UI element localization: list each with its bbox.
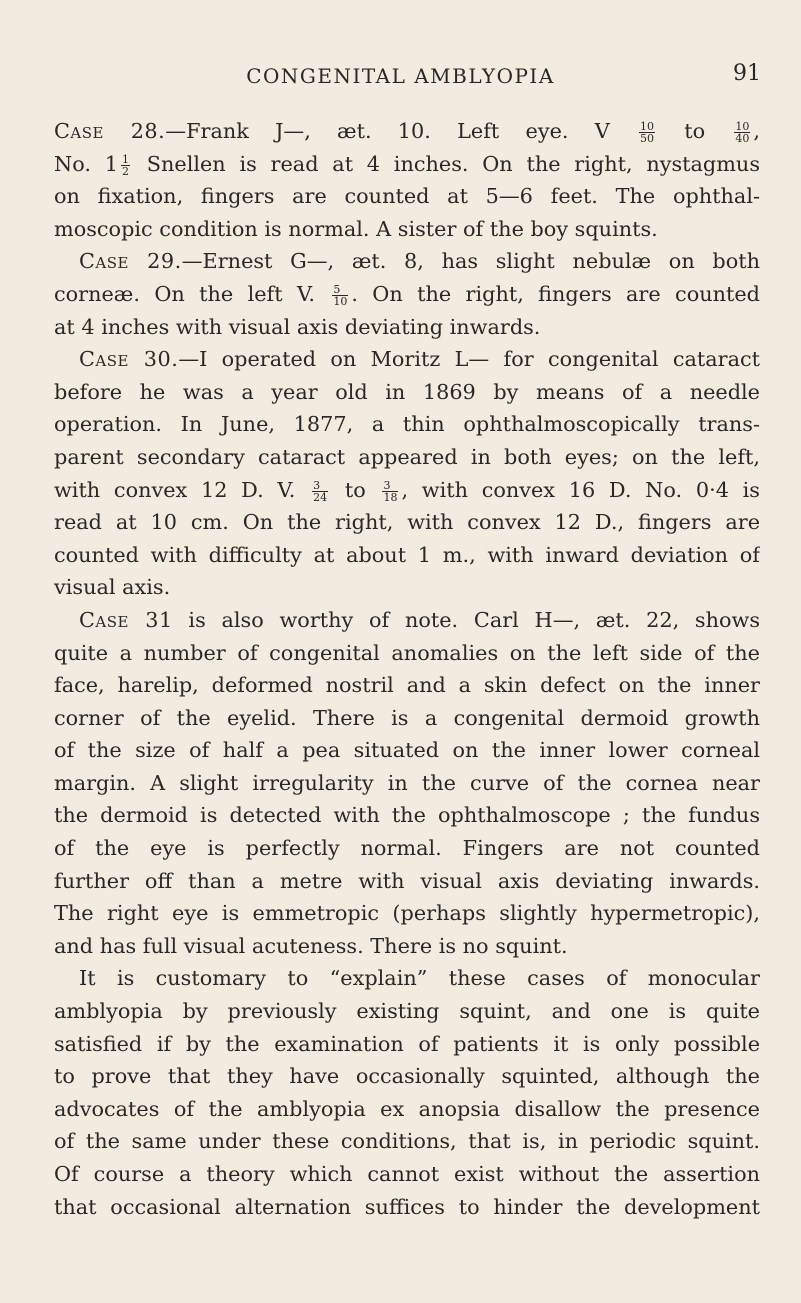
text-line	[54, 115, 760, 148]
text-line: of the same under these conditions, that is, in periodic squint.	[54, 1129, 760, 1154]
line-text: with convex 12 D. V.	[54, 477, 296, 502]
text-line	[54, 604, 760, 637]
text-line	[54, 148, 760, 181]
page-number: 91	[733, 61, 761, 86]
case-heading: Case 29.	[79, 249, 182, 274]
case-heading: Case 31	[79, 607, 173, 632]
fraction: $\frac{3}{24}$	[313, 478, 328, 504]
line-text: , with convex 16 D. No. 0·4 is	[401, 477, 760, 502]
line-text: —I operated on Moritz L— for congenital cataract	[178, 347, 760, 372]
text-line: advocates of the amblyopia ex anopsia disallow the presence	[54, 1096, 760, 1121]
line-text: —Frank J—, æt. 10. Left eye. V	[165, 119, 610, 143]
line-text: to	[684, 119, 706, 143]
text-line: quite a number of congenital anomalies on the left side of the	[54, 640, 760, 665]
fraction: $\frac{10}{40}$	[735, 120, 750, 145]
running-head	[0, 58, 801, 94]
body-text	[54, 115, 760, 1223]
text-line: margin. A slight irregularity in the curve of the cornea near	[54, 770, 760, 795]
text-line: moscopic condition is normal. A sister of the boy squints.	[54, 216, 658, 241]
text-line: at 4 inches with visual axis deviating inwards.	[54, 314, 541, 339]
case-heading: Case 30.	[79, 347, 179, 372]
text-line: Of course a theory which cannot exist without the assertion	[54, 1162, 760, 1186]
text-line: operation. In June, 1877, a thin ophthalmoscopically trans-	[54, 412, 760, 437]
text-line	[54, 245, 760, 278]
text-line	[54, 343, 760, 376]
text-line: further off than a metre with visual axis deviating inwards.	[54, 868, 760, 893]
text-line: before he was a year old in 1869 by means of a needle	[54, 379, 760, 404]
line-text: No. 1	[54, 151, 118, 176]
running-title: CONGENITAL AMBLYOPIA	[246, 64, 555, 88]
text-line: amblyopia by previously existing squint, and one is quite	[54, 999, 760, 1024]
text-line: on fixation, fingers are counted at 5—6 feet. The ophthal-	[54, 184, 760, 209]
text-line: that occasional alternation suffices to hinder the development	[54, 1194, 760, 1219]
text-line: visual axis.	[54, 575, 171, 600]
fraction: $\frac{3}{18}$	[383, 478, 398, 504]
line-text: corneæ. On the left V.	[54, 281, 315, 306]
text-line: corner of the eyelid. There is a congenital dermoid growth	[54, 705, 760, 730]
text-line: to prove that they have occasionally squinted, although the	[54, 1064, 760, 1089]
fraction: $\frac{1}{2}$	[121, 152, 129, 178]
text-line: read at 10 cm. On the right, with convex 12 D., fingers are	[54, 510, 760, 535]
text-line: It is customary to “explain” these cases of monocular	[79, 966, 760, 991]
line-text: . On the right, fingers are counted	[351, 281, 760, 306]
line-text: Snellen is read at 4 inches. On the right, nystagmus	[146, 151, 760, 176]
text-line: counted with difficulty at about 1 m., with inward deviation of	[54, 542, 760, 567]
text-line: parent secondary cataract appeared in both eyes; on the left,	[54, 444, 760, 469]
text-line: satisfied if by the examination of patients it is only possible	[54, 1031, 760, 1056]
text-line: face, harelip, deformed nostril and a skin defect on the inner	[54, 673, 760, 698]
text-line: of the size of half a pea situated on the inner lower corneal	[54, 738, 760, 763]
case-heading: Case 28.	[54, 119, 166, 143]
text-line	[54, 278, 760, 311]
text-line: of the eye is perfectly normal. Fingers are not counted	[54, 836, 760, 861]
text-line: the dermoid is detected with the ophthalmoscope ; the fundus	[54, 803, 760, 828]
line-text: to	[344, 477, 366, 502]
text-line: The right eye is emmetropic (perhaps slightly hypermetropic),	[54, 901, 760, 926]
fraction: $\frac{10}{50}$	[639, 120, 654, 145]
line-text: ,	[753, 119, 760, 143]
text-line: and has full visual acuteness. There is no squint.	[54, 933, 568, 958]
line-text: is also worthy of note. Carl H—, æt. 22, shows	[172, 607, 760, 632]
fraction: $\frac{5}{10}$	[333, 282, 348, 308]
line-text: —Ernest G—, æt. 8, has slight nebulæ on both	[181, 249, 760, 274]
text-line	[54, 474, 760, 507]
